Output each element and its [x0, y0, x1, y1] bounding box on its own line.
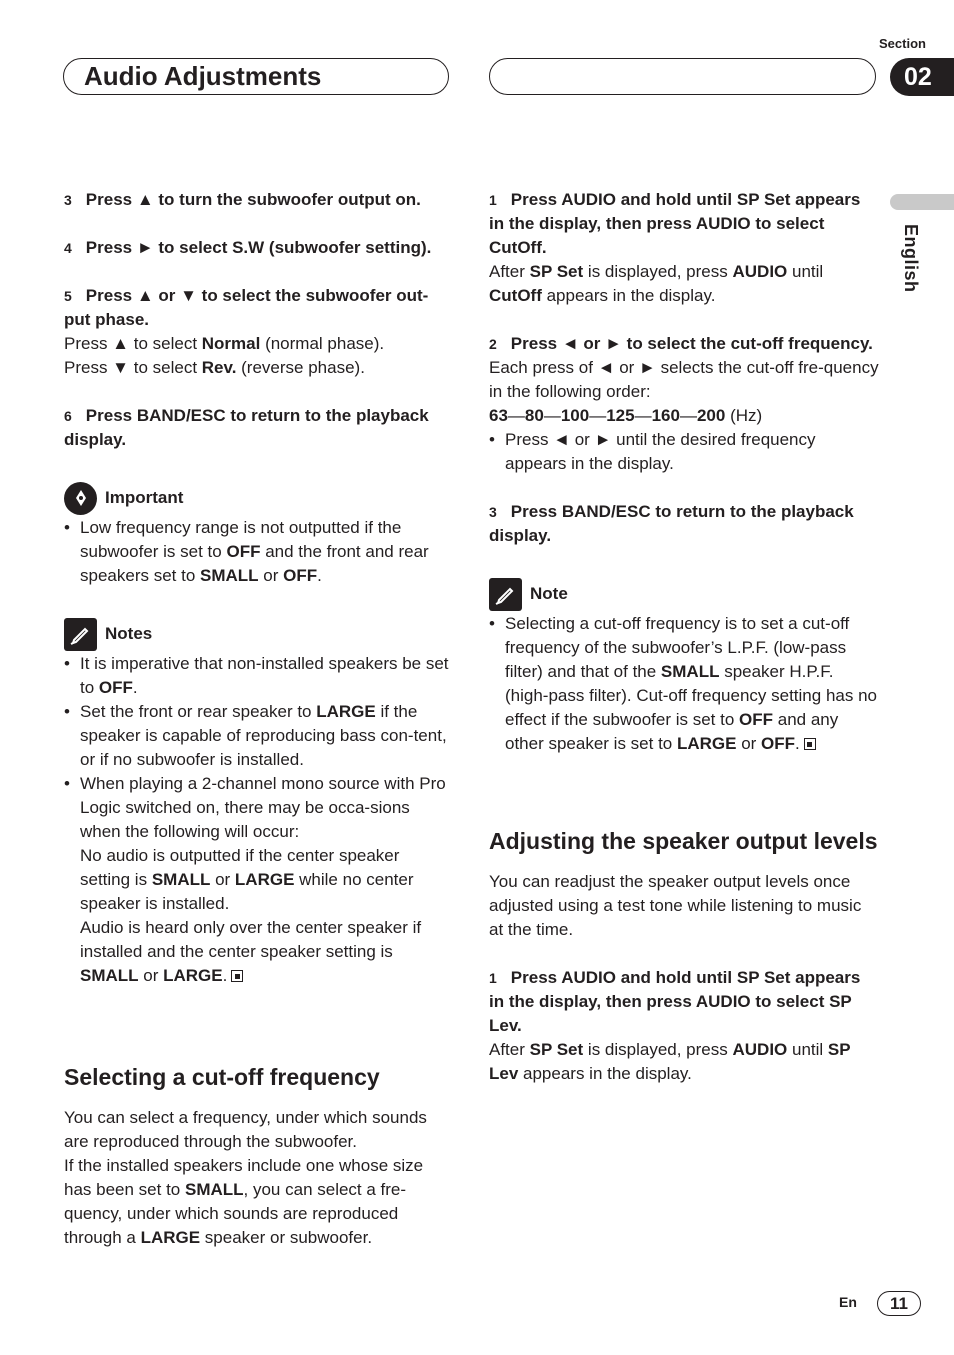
pencil-icon	[64, 618, 97, 651]
cutoff-heading: Selecting a cut-off frequency	[64, 1064, 380, 1090]
important-list	[64, 516, 454, 588]
end-mark-icon	[804, 738, 816, 750]
notes-item: • Set the front or rear speaker to LARGE if the speaker is capable of reproducing bass con-tent, or if no subwoofer is installed.	[64, 700, 454, 772]
step-1-select-cutoff: 1 Press AUDIO and hold until SP Set appears in the display, then press AUDIO to select CutOff.	[489, 190, 861, 257]
note-item: • Selecting a cut-off frequency is to set a cut-off frequency of the subwoofer’s L.P.F. (low-pass filter) and that of the SMALL speaker H.P.F. (high-pass filter). Cut-off frequency setting has no effect if the subwoofer is set to OFF and any other speaker is set to LARGE or OFF.	[489, 612, 879, 756]
notes-heading: Notes	[64, 616, 454, 652]
language-label: English	[901, 224, 921, 293]
page-title: Audio Adjustments	[84, 61, 322, 91]
levels-step-1: 1 Press AUDIO and hold until SP Set appears in the display, then press AUDIO to select SP Lev.	[489, 968, 861, 1035]
step-2-bullet: • Press ◄ or ► until the desired frequency appears in the display.	[489, 428, 879, 476]
phase-normal-text: Press ▲ to select Normal (normal phase).	[64, 334, 385, 353]
step-2-bullets	[489, 428, 879, 476]
step-1-detail: After SP Set is displayed, press AUDIO until CutOff appears in the display.	[489, 262, 824, 305]
pencil-icon	[489, 578, 522, 611]
section-number-tab: 02	[890, 58, 954, 96]
cutoff-detail: If the installed speakers include one whose size has been set to SMALL, you can select a fre-quency, under which sounds are reproduced through a LARGE speaker or subwoofer.	[64, 1156, 424, 1247]
note-list	[489, 612, 879, 756]
notes-item: • When playing a 2-channel mono source with Pro Logic switched on, there may be occa-sions when the following will occur: No audio is outputted if the center speaker setting is SMALL or LARGE while no center speaker is installed. Audio is heard only over the center speaker if installed and the center speaker setting is SMALL or LARGE.	[64, 772, 454, 988]
levels-intro: You can readjust the speaker output levels once adjusted using a test tone while listening to music at the time.	[489, 872, 862, 939]
important-heading: Important	[64, 480, 454, 516]
step-2-detail: Each press of ◄ or ► selects the cut-off fre-quency in the following order:	[489, 358, 879, 401]
cutoff-intro: You can select a frequency, under which sounds are reproduced through the subwoofer.	[64, 1108, 427, 1151]
footer-language: En	[839, 1294, 857, 1310]
step-6-return: 6 Press BAND/ESC to return to the playback display.	[64, 406, 429, 449]
levels-step-1-detail: After SP Set is displayed, press AUDIO until SP Lev appears in the display.	[489, 1040, 851, 1083]
step-4-select-sw: 4 Press ► to select S.W (subwoofer setting).	[64, 238, 432, 257]
right-column	[489, 188, 879, 1086]
frequency-order: 63—80—100—125—160—200 (Hz)	[489, 406, 763, 425]
left-column	[64, 188, 454, 1250]
notes-list	[64, 652, 454, 988]
important-item: • Low frequency range is not outputted if the subwoofer is set to OFF and the front and rear speakers set to SMALL or OFF.	[64, 516, 454, 588]
step-5-phase: 5 Press ▲ or ▼ to select the subwoofer out-put phase.	[64, 286, 429, 329]
header-blank-frame	[489, 58, 876, 95]
notes-item: • It is imperative that non-installed speakers be set to OFF.	[64, 652, 454, 700]
step-3-return: 3 Press BAND/ESC to return to the playback display.	[489, 502, 854, 545]
levels-heading: Adjusting the speaker output levels	[489, 828, 878, 854]
pen-nib-icon	[64, 482, 97, 515]
step-3-turn-on: 3 Press ▲ to turn the subwoofer output on.	[64, 190, 421, 209]
note-heading: Note	[489, 576, 879, 612]
page-number: 11	[877, 1291, 921, 1316]
language-tab-bar	[890, 194, 954, 210]
section-label: Section	[879, 36, 926, 51]
phase-reverse-text: Press ▼ to select Rev. (reverse phase).	[64, 358, 365, 377]
step-2-select-frequency: 2 Press ◄ or ► to select the cut-off frequency.	[489, 334, 873, 353]
end-mark-icon	[231, 970, 243, 982]
